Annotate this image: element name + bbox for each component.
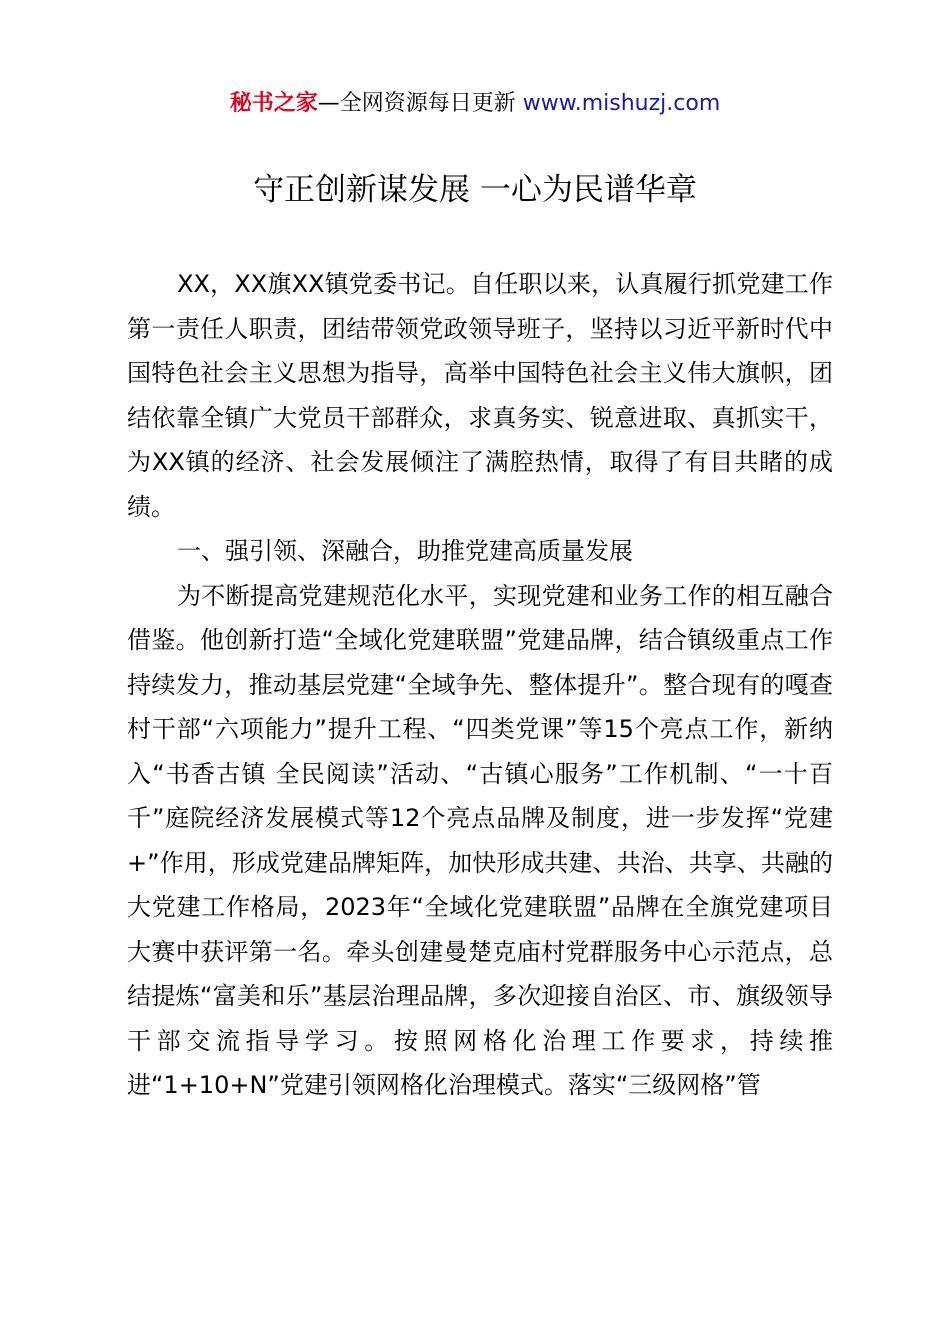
site-url[interactable]: www.mishuzj.com (522, 91, 721, 116)
site-brand: 秘书之家 (229, 91, 318, 116)
document-body (127, 262, 833, 1108)
site-tagline: —全网资源每日更新 (317, 91, 523, 116)
site-header (0, 88, 950, 120)
section-paragraph: 为不断提高党建规范化水平，实现党建和业务工作的相互融合借鉴。他创新打造“全域化党建联盟”党建品牌，结合镇级重点工作持续发力，推动基层党建“全域争先、整体提升”。整合现有的嘎查村干部“六项能力”提升工程、“四类党课”等15个亮点工作，新纳入“书香古镇 全民阅读”活动、“古镇心服务”工作机制、“一十百千”庭院经济发展模式等12个亮点品牌及制度，进一步发挥“党建+”作用，形成党建品牌矩阵，加快形成共建、共治、共享、共融的大党建工作格局，2023年“全域化党建联盟”品牌在全旗党建项目大赛中获评第一名。牵头创建曼楚克庙村党群服务中心示范点，总结提炼“富美和乐”基层治理品牌，多次迎接自治区、市、旗级领导干部交流指导学习。按照网格化治理工作要求，持续推进“1+10+N”党建引领网格化治理模式。落实“三级网格”管 (127, 581, 833, 1099)
section-heading: 一、强引领、深融合，助推党建高质量发展 (177, 537, 633, 565)
intro-paragraph: XX，XX旗XX镇党委书记。自任职以来，认真履行抓党建工作第一责任人职责，团结带领党政领导班子，坚持以习近平新时代中国特色社会主义思想为指导，高举中国特色社会主义伟大旗帜，团结依靠全镇广大党员干部群众，求真务实、锐意进取、真抓实干，为XX镇的经济、社会发展倾注了满腔热情，取得了有目共睹的成绩。 (127, 270, 833, 521)
document-title: 守正创新谋发展 一心为民谱华章 (253, 172, 697, 208)
